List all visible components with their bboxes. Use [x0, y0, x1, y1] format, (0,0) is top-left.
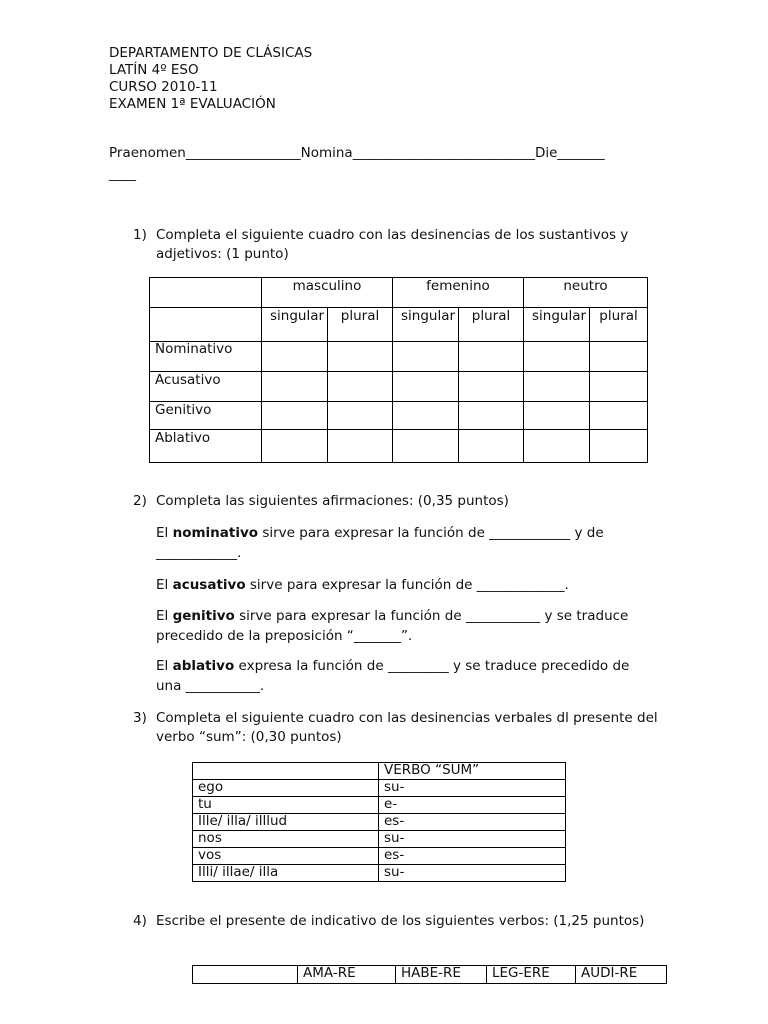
question-number: 1): [133, 227, 147, 243]
pronoun-cell: Illi/ illae/ illa: [192, 864, 379, 882]
statement-ablativo: El ablativo expresa la función de _________ y se traduce precedido de una ___________.: [156, 658, 630, 694]
answer-cell[interactable]: [327, 401, 393, 430]
gender-header: femenino: [392, 277, 524, 308]
table-corner: [149, 277, 262, 308]
term-ablativo: ablativo: [172, 658, 235, 674]
answer-cell[interactable]: [261, 429, 328, 463]
answer-cell[interactable]: [261, 341, 328, 372]
question-number: 4): [133, 913, 147, 929]
ending-cell[interactable]: es-: [378, 813, 566, 831]
answer-cell[interactable]: [458, 341, 524, 372]
verb-header: AMA-RE: [297, 965, 396, 984]
case-label: Genitivo: [149, 401, 262, 430]
answer-cell[interactable]: [458, 429, 524, 463]
number-header: plural: [589, 307, 648, 342]
answer-cell[interactable]: [261, 371, 328, 402]
answer-cell[interactable]: [523, 429, 590, 463]
table-header-cell: VERBO “SUM”: [378, 762, 566, 780]
verb-header: LEG-ERE: [486, 965, 576, 984]
name-fields-continuation: ____: [109, 166, 136, 182]
term-acusativo: acusativo: [172, 577, 246, 593]
answer-cell[interactable]: [392, 401, 459, 430]
number-header: singular: [392, 307, 459, 342]
answer-cell[interactable]: [392, 371, 459, 402]
pronoun-cell: ego: [192, 779, 379, 797]
ending-cell[interactable]: su-: [378, 830, 566, 848]
question-text: Escribe el presente de indicativo de los siguientes verbos: (1,25 puntos): [156, 913, 645, 929]
pronoun-cell: vos: [192, 847, 379, 865]
number-header: singular: [261, 307, 328, 342]
question-text: Completa las siguientes afirmaciones: (0,35 puntos): [156, 493, 509, 509]
ending-cell[interactable]: su-: [378, 779, 566, 797]
term-nominativo: nominativo: [172, 525, 259, 541]
case-label: Ablativo: [149, 429, 262, 463]
table-corner: [149, 307, 262, 342]
department-line: DEPARTAMENTO DE CLÁSICAS: [109, 45, 313, 61]
name-fields-line: Praenomen_________________Nomina___________________________Die_______: [109, 145, 605, 161]
question-number: 3): [133, 710, 147, 726]
number-header: plural: [327, 307, 393, 342]
case-label: Acusativo: [149, 371, 262, 402]
answer-cell[interactable]: [523, 401, 590, 430]
ending-cell[interactable]: es-: [378, 847, 566, 865]
answer-cell[interactable]: [589, 401, 648, 430]
number-header: plural: [458, 307, 524, 342]
course-line: CURSO 2010-11: [109, 79, 218, 95]
verb-header: HABE-RE: [395, 965, 487, 984]
statement-genitivo: El genitivo sirve para expresar la función de ___________ y se traduce precedido de la preposición “_______”.: [156, 608, 629, 644]
case-label: Nominativo: [149, 341, 262, 372]
pronoun-cell: nos: [192, 830, 379, 848]
subject-line: LATÍN 4º ESO: [109, 62, 199, 78]
question-text: Completa el siguiente cuadro con las desinencias verbales dl presente del verbo “sum”: (0,30 puntos): [156, 710, 658, 745]
ending-cell[interactable]: e-: [378, 796, 566, 814]
answer-cell[interactable]: [327, 429, 393, 463]
answer-cell[interactable]: [589, 429, 648, 463]
exam-line: EXAMEN 1ª EVALUACIÓN: [109, 96, 276, 112]
term-genitivo: genitivo: [172, 608, 235, 624]
statement-nominativo: El nominativo sirve para expresar la función de ____________ y de ____________.: [156, 525, 604, 561]
answer-cell[interactable]: [523, 371, 590, 402]
verb-header: AUDI-RE: [575, 965, 667, 984]
pronoun-cell: tu: [192, 796, 379, 814]
question-text: Completa el siguiente cuadro con las desinencias de los sustantivos y adjetivos: (1 punto): [156, 227, 629, 262]
table-header-cell: [192, 965, 298, 984]
statement-acusativo: El acusativo sirve para expresar la función de _____________.: [156, 577, 569, 593]
number-header: singular: [523, 307, 590, 342]
question-number: 2): [133, 493, 147, 509]
table-header-cell: [192, 762, 379, 780]
pronoun-cell: Ille/ illa/ illlud: [192, 813, 379, 831]
answer-cell[interactable]: [589, 341, 648, 372]
answer-cell[interactable]: [261, 401, 328, 430]
answer-cell[interactable]: [458, 401, 524, 430]
answer-cell[interactable]: [589, 371, 648, 402]
answer-cell[interactable]: [392, 429, 459, 463]
answer-cell[interactable]: [458, 371, 524, 402]
answer-cell[interactable]: [392, 341, 459, 372]
answer-cell[interactable]: [327, 341, 393, 372]
answer-cell[interactable]: [523, 341, 590, 372]
gender-header: neutro: [523, 277, 648, 308]
ending-cell[interactable]: su-: [378, 864, 566, 882]
gender-header: masculino: [261, 277, 393, 308]
answer-cell[interactable]: [327, 371, 393, 402]
